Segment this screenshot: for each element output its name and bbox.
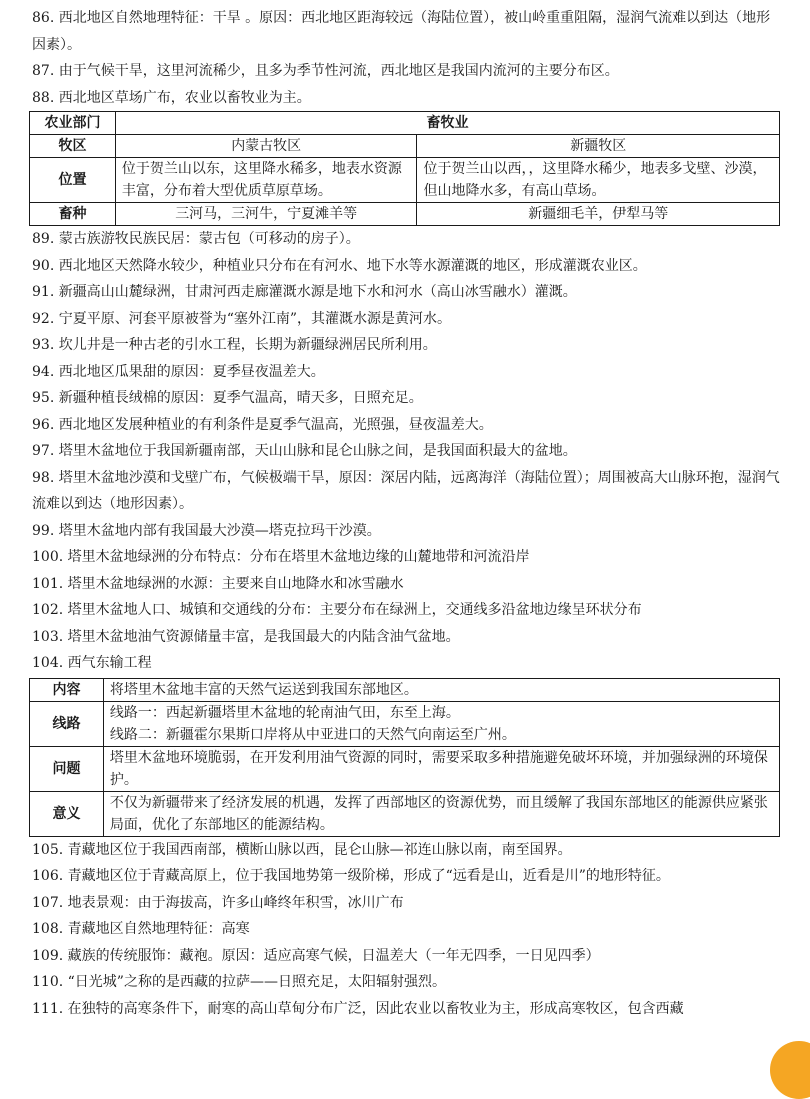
section-northwest-b <box>32 226 780 677</box>
paragraph-93 <box>32 332 780 359</box>
row-label-content: 内容 <box>30 678 104 701</box>
section-qinghai-tibet <box>32 837 780 1023</box>
paragraph-97 <box>32 438 780 465</box>
paragraph-106 <box>32 863 780 890</box>
item-number: 105. <box>32 841 64 858</box>
item-text: 塔里木盆地人口、城镇和交通线的分布：主要分布在绿洲上，交通线多沿盆地边缘呈环状分布 <box>67 602 642 618</box>
table-row <box>30 791 780 836</box>
item-number: 89. <box>32 231 55 247</box>
item-number: 96. <box>32 416 55 433</box>
item-text: 在独特的高寒条件下，耐寒的高山草甸分布广泛，因此农业以畜牧业为主，形成高寒牧区，包含西藏 <box>67 1000 684 1017</box>
item-text: 青藏地区位于青藏高原上，位于我国地势第一级阶梯，形成了“远看是山，近看是川”的地形特征。 <box>67 868 670 884</box>
table-row <box>30 158 780 203</box>
item-number: 111. <box>32 1000 64 1017</box>
route-line-1: 线路一：西起新疆塔里木盆地的轮南油气田，东至上海。 <box>109 704 460 721</box>
cell-location-inner-mongolia: 位于贺兰山以东，这里降水稀多，地表水资源丰富，分布着大型优质草原草场。 <box>115 158 417 203</box>
item-text: 西气东输工程 <box>67 655 152 671</box>
table-row <box>30 701 780 746</box>
paragraph-103 <box>32 624 780 651</box>
item-text: 西北地区瓜果甜的原因：夏季昼夜温差大。 <box>58 363 325 380</box>
document-page <box>32 5 780 1022</box>
cell-route <box>103 701 779 746</box>
item-text: 青藏地区自然地理特征：高寒 <box>67 921 250 937</box>
paragraph-101 <box>32 571 780 598</box>
row-label-significance: 意义 <box>30 791 104 836</box>
item-number: 102. <box>32 602 64 618</box>
item-text: 由于气候干旱，这里河流稀少，且多为季节性河流，西北地区是我国内流河的主要分布区。 <box>58 63 619 79</box>
row-label-route: 线路 <box>30 701 104 746</box>
item-number: 86. <box>32 10 55 26</box>
cell-xinjiang: 新疆牧区 <box>417 135 780 158</box>
paragraph-88 <box>32 85 780 112</box>
item-number: 88. <box>32 89 55 106</box>
cell-significance: 不仅为新疆带来了经济发展的机遇，发挥了西部地区的资源优势，而且缓解了我国东部地区的能源供应紧张局面，优化了东部地区的能源结构。 <box>103 791 779 836</box>
item-number: 110. <box>32 974 64 990</box>
item-text: 塔里木盆地沙漠和戈壁广布，气候极端干旱，原因：深居内陆，远离海洋（海陆位置）；周围被高大山脉环抱，湿润气流难以到达（地形因素）。 <box>32 469 780 512</box>
item-number: 98. <box>32 469 55 486</box>
item-text: “日光城”之称的是西藏的拉萨——日照充足，太阳辐射强烈。 <box>67 974 446 990</box>
table-row <box>30 746 780 791</box>
paragraph-102 <box>32 597 780 624</box>
table-row <box>30 678 780 701</box>
item-number: 106. <box>32 868 64 884</box>
row-label-area: 牧区 <box>30 135 116 158</box>
cell-location-xinjiang: 位于贺兰山以西，，这里降水稀少，地表多戈壁、沙漠，但山地降水多，有高山草场。 <box>417 158 780 203</box>
cell-problem: 塔里木盆地环境脆弱，在开发利用油气资源的同时，需要采取多种措施避免破坏环境，并加强绿洲的环境保护。 <box>103 746 779 791</box>
cell-content: 将塔里木盆地丰富的天然气运送到我国东部地区。 <box>103 678 779 701</box>
item-number: 92. <box>32 310 55 327</box>
item-number: 100. <box>32 549 64 565</box>
cell-breed-xinjiang: 新疆细毛羊，伊犁马等 <box>417 203 780 226</box>
table-row <box>30 112 780 135</box>
header-agri-dept: 农业部门 <box>30 112 116 135</box>
item-number: 93. <box>32 337 55 353</box>
paragraph-90 <box>32 253 780 280</box>
item-text: 藏族的传统服饰：藏袍。原因：适应高寒气候，日温差大（一年无四季，一日见四季） <box>67 947 600 964</box>
item-text: 西北地区自然地理特征：干旱 。原因：西北地区距海较远（海陆位置），被山岭重重阻隔，湿润气流难以到达（地形因素）。 <box>32 10 771 53</box>
paragraph-107 <box>32 890 780 917</box>
item-number: 109. <box>32 947 64 964</box>
row-label-breed: 畜种 <box>30 203 116 226</box>
item-text: 塔里木盆地油气资源储量丰富，是我国最大的内陆含油气盆地。 <box>67 628 460 645</box>
table-row <box>30 135 780 158</box>
item-text: 西北地区草场广布，农业以畜牧业为主。 <box>58 89 311 106</box>
row-label-problem: 问题 <box>30 746 104 791</box>
item-number: 99. <box>32 522 55 539</box>
item-text: 坎儿井是一种古老的引水工程，长期为新疆绿洲居民所利用。 <box>58 337 437 353</box>
item-number: 103. <box>32 628 64 645</box>
route-line-2: 线路二：新疆霍尔果斯口岸将从中亚进口的天然气向南运至广州。 <box>109 726 516 743</box>
section-northwest-a <box>32 5 780 111</box>
page-corner-decoration <box>770 1041 810 1099</box>
livestock-table <box>29 111 780 226</box>
paragraph-98 <box>32 465 780 518</box>
paragraph-109 <box>32 943 780 970</box>
item-number: 95. <box>32 390 55 406</box>
item-number: 101. <box>32 575 64 592</box>
paragraph-96 <box>32 412 780 439</box>
item-text: 新疆高山山麓绿洲，甘肃河西走廊灌溉水源是地下水和河水（高山冰雪融水）灌溉。 <box>58 284 577 300</box>
item-number: 97. <box>32 443 55 459</box>
paragraph-105 <box>32 837 780 864</box>
cell-breed-inner-mongolia: 三河马，三河牛，宁夏滩羊等 <box>115 203 417 226</box>
row-label-location: 位置 <box>30 158 116 203</box>
item-number: 87. <box>32 63 55 79</box>
item-number: 107. <box>32 894 64 911</box>
paragraph-86 <box>32 5 780 58</box>
paragraph-92 <box>32 306 780 333</box>
item-text: 塔里木盆地绿洲的分布特点：分布在塔里木盆地边缘的山麓地带和河流沿岸 <box>67 549 530 565</box>
header-animal-husbandry: 畜牧业 <box>115 112 779 135</box>
paragraph-104 <box>32 650 780 677</box>
paragraph-94 <box>32 359 780 386</box>
table-row <box>30 203 780 226</box>
paragraph-87 <box>32 58 780 85</box>
west-east-gas-table <box>29 678 780 837</box>
item-text: 西北地区天然降水较少，种植业只分布在有河水、地下水等水源灌溉的地区，形成灌溉农业区。 <box>58 257 647 274</box>
item-text: 地表景观：由于海拔高，许多山峰终年积雪，冰川广布 <box>67 894 404 911</box>
item-text: 宁夏平原、河套平原被誉为“塞外江南”，其灌溉水源是黄河水。 <box>58 310 452 327</box>
cell-inner-mongolia: 内蒙古牧区 <box>115 135 417 158</box>
item-text: 青藏地区位于我国西南部，横断山脉以西，昆仑山脉—祁连山脉以南，南至国界。 <box>67 841 572 858</box>
paragraph-95 <box>32 385 780 412</box>
item-text: 塔里木盆地内部有我国最大沙漠—塔克拉玛干沙漠。 <box>58 522 381 539</box>
paragraph-111 <box>32 996 780 1023</box>
item-text: 塔里木盆地位于我国新疆南部，天山山脉和昆仑山脉之间，是我国面积最大的盆地。 <box>58 443 577 459</box>
paragraph-110 <box>32 969 780 996</box>
item-number: 104. <box>32 655 64 671</box>
paragraph-108 <box>32 916 780 943</box>
item-number: 91. <box>32 284 55 300</box>
item-number: 90. <box>32 257 55 274</box>
item-text: 塔里木盆地绿洲的水源：主要来自山地降水和冰雪融水 <box>67 575 404 592</box>
paragraph-89 <box>32 226 780 253</box>
item-number: 94. <box>32 363 55 380</box>
paragraph-100 <box>32 544 780 571</box>
item-text: 西北地区发展种植业的有利条件是夏季气温高，光照强，昼夜温差大。 <box>58 416 493 433</box>
item-text: 新疆种植長绒棉的原因：夏季气温高，晴天多，日照充足。 <box>58 390 423 406</box>
item-number: 108. <box>32 921 64 937</box>
paragraph-91 <box>32 279 780 306</box>
paragraph-99 <box>32 518 780 545</box>
item-text: 蒙古族游牧民族民居：蒙古包（可移动的房子）。 <box>58 231 360 247</box>
